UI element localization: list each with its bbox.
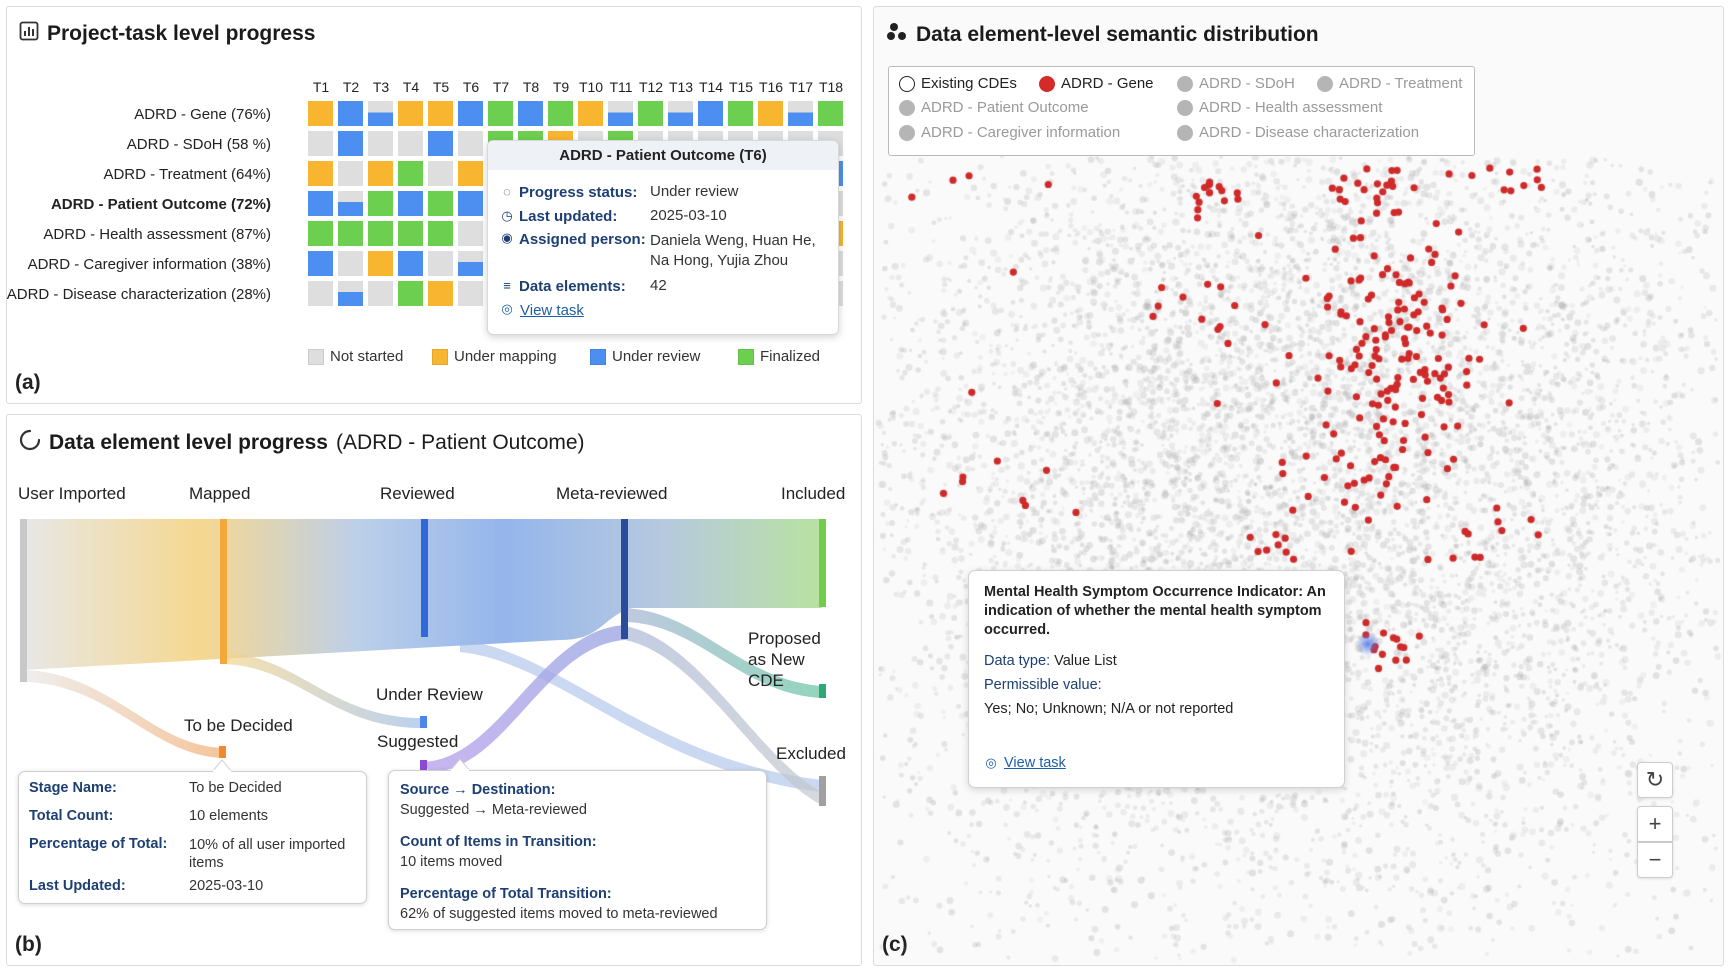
node-reviewed <box>421 519 428 637</box>
legend-toggle[interactable] <box>899 99 1089 116</box>
legend-dot <box>1177 76 1193 92</box>
transition-pct-label: Percentage of Total Transition: <box>400 886 612 902</box>
node-included <box>819 519 826 607</box>
legend-toggle[interactable] <box>1177 75 1295 92</box>
legend-toggle[interactable] <box>899 124 1120 141</box>
legend-text: ADRD - Gene <box>1061 75 1154 92</box>
label-suggested: Suggested <box>377 732 459 751</box>
label-proposed-new-cde: Proposed as New CDE <box>748 629 821 690</box>
clock-icon: ◷ <box>501 208 513 223</box>
column-header: T3 <box>372 79 390 95</box>
label-under-review: Under Review <box>376 685 483 704</box>
column-header: T15 <box>728 79 754 95</box>
percentage-label: Percentage of Total: <box>29 836 168 852</box>
legend-text: Existing CDEs <box>921 75 1017 92</box>
last-updated-label: Last Updated: <box>29 878 126 894</box>
updated-label: Last updated: <box>519 207 618 225</box>
eye-icon: ◎ <box>985 755 997 770</box>
scatter-legend <box>888 66 1475 156</box>
transition-pct-value: 62% of suggested items moved to meta-reviewed <box>400 906 718 922</box>
stage-included: Included <box>781 484 846 503</box>
legend-text: ADRD - Patient Outcome <box>921 99 1089 116</box>
stage-user-imported: User Imported <box>18 484 126 503</box>
source-destination-label: Source → Destination: <box>400 782 556 798</box>
legend-toggle[interactable] <box>1177 124 1419 141</box>
column-header: T6 <box>462 79 480 95</box>
updated-value: 2025-03-10 <box>650 207 727 224</box>
column-header: T12 <box>638 79 664 95</box>
elements-label: Data elements: <box>519 277 626 295</box>
legend-toggle[interactable] <box>1039 75 1154 92</box>
column-header: T8 <box>522 79 540 95</box>
panel-a-title-text: Project-task level progress <box>47 22 316 45</box>
legend-dot <box>1177 100 1193 116</box>
last-updated-value: 2025-03-10 <box>189 878 264 894</box>
column-header: T14 <box>698 79 724 95</box>
legend-label: Under mapping <box>454 348 557 365</box>
legend-text: ADRD - SDoH <box>1199 75 1295 92</box>
legend-toggle[interactable] <box>899 75 1017 92</box>
stage-name-value: To be Decided <box>189 780 282 796</box>
element-tooltip <box>968 570 1345 788</box>
zoom-out-button[interactable]: − <box>1637 842 1673 878</box>
source-destination-value: Suggested → Meta-reviewed <box>400 802 587 818</box>
zoom-in-button[interactable]: + <box>1637 806 1673 842</box>
status-label: Progress status: <box>519 183 638 201</box>
legend-dot <box>899 76 915 92</box>
stage-tooltip <box>18 771 367 904</box>
permissible-value: Yes; No; Unknown; N/A or not reported <box>984 701 1234 717</box>
legend-text: ADRD - Disease characterization <box>1199 124 1420 141</box>
legend-label: Not started <box>330 348 404 365</box>
legend-dot <box>1039 76 1055 92</box>
column-header: T10 <box>578 79 604 95</box>
legend-label: Under review <box>612 348 701 365</box>
flow-to-be-decided <box>23 670 222 758</box>
legend-text: ADRD - Caregiver information <box>921 124 1121 141</box>
row-label[interactable]: ADRD - Treatment (64%) <box>103 166 271 183</box>
stage-tooltip-arrow <box>212 758 232 772</box>
node-excluded <box>819 776 826 806</box>
legend-dot <box>899 125 915 141</box>
status-value: Under review <box>650 183 739 200</box>
legend-dot <box>899 100 915 116</box>
column-header: T4 <box>402 79 420 95</box>
node-meta-reviewed <box>621 519 628 639</box>
transition-count-value: 10 items moved <box>400 854 503 870</box>
stage-name-label: Stage Name: <box>29 780 117 796</box>
panel-b-letter: (b) <box>15 933 42 956</box>
eye-icon: ◎ <box>501 301 513 316</box>
node-under-review <box>420 716 427 728</box>
panel-b-title-text: Data element level progress <box>49 431 328 454</box>
column-header: T9 <box>552 79 570 95</box>
transition-count-label: Count of Items in Transition: <box>400 834 597 850</box>
column-header: T18 <box>818 79 844 95</box>
element-view-task-link[interactable]: View task <box>1004 755 1066 771</box>
total-count-label: Total Count: <box>29 808 114 824</box>
elements-value: 42 <box>650 277 667 294</box>
legend-label: Finalized <box>760 348 821 365</box>
legend-toggle[interactable] <box>1177 99 1382 116</box>
flow-tooltip-arrow <box>450 757 470 771</box>
node-to-be-decided <box>219 746 226 758</box>
database-icon: ≡ <box>503 278 511 293</box>
column-header: T1 <box>312 79 330 95</box>
legend-text: ADRD - Health assessment <box>1199 99 1383 116</box>
row-label[interactable]: ADRD - Caregiver information (38%) <box>27 256 271 273</box>
column-header: T17 <box>788 79 814 95</box>
task-tooltip-header: ADRD - Patient Outcome (T6) <box>488 141 838 170</box>
legend-text: ADRD - Treatment <box>1339 75 1463 92</box>
column-header: T5 <box>432 79 450 95</box>
panel-b-subtitle: (ADRD - Patient Outcome) <box>335 431 585 454</box>
total-count-value: 10 elements <box>189 808 268 824</box>
person-value: Daniela Weng, Huan He, Na Hong, Yujia Zhou <box>650 232 816 269</box>
column-header: T11 <box>609 79 633 95</box>
legend-toggle[interactable] <box>1317 75 1462 92</box>
data-type-value: Value List <box>1054 653 1117 669</box>
node-mapped <box>220 519 227 664</box>
percentage-value: 10% of all user imported items <box>189 837 346 871</box>
label-to-be-decided: To be Decided <box>184 716 293 735</box>
progress-icon: ◌ <box>503 184 511 199</box>
legend-dot <box>1177 125 1193 141</box>
reset-view-button[interactable]: ↻ <box>1637 762 1673 798</box>
data-type-label: Data type: <box>984 653 1051 669</box>
label-excluded: Excluded <box>776 744 846 763</box>
legend-dot <box>1317 76 1333 92</box>
column-header: T16 <box>758 79 784 95</box>
person-label: Assigned person: <box>519 231 646 248</box>
stage-mapped: Mapped <box>189 484 251 503</box>
flow-tooltip <box>388 770 767 930</box>
person-icon: ◉ <box>501 230 513 245</box>
row-label[interactable]: ADRD - Health assessment (87%) <box>43 226 271 243</box>
permissible-label: Permissible value: <box>984 677 1102 693</box>
stage-meta-reviewed: Meta-reviewed <box>556 484 668 503</box>
view-task-link[interactable]: View task <box>520 302 584 319</box>
row-label[interactable]: ADRD - SDoH (58 %) <box>126 136 271 153</box>
element-title: Mental Health Symptom Occurrence Indicator: An indication of whether the mental health symptom occurred. <box>984 584 1326 638</box>
column-header: T13 <box>668 79 694 95</box>
row-label[interactable]: ADRD - Patient Outcome (72%) <box>50 196 271 213</box>
node-user-imported <box>20 519 27 682</box>
row-label[interactable]: ADRD - Disease characterization (28%) <box>6 286 271 303</box>
panel-a-letter: (a) <box>15 371 41 394</box>
row-label[interactable]: ADRD - Gene (76%) <box>134 106 271 123</box>
column-header: T7 <box>492 79 510 95</box>
stage-reviewed: Reviewed <box>380 484 455 503</box>
column-header: T2 <box>342 79 360 95</box>
